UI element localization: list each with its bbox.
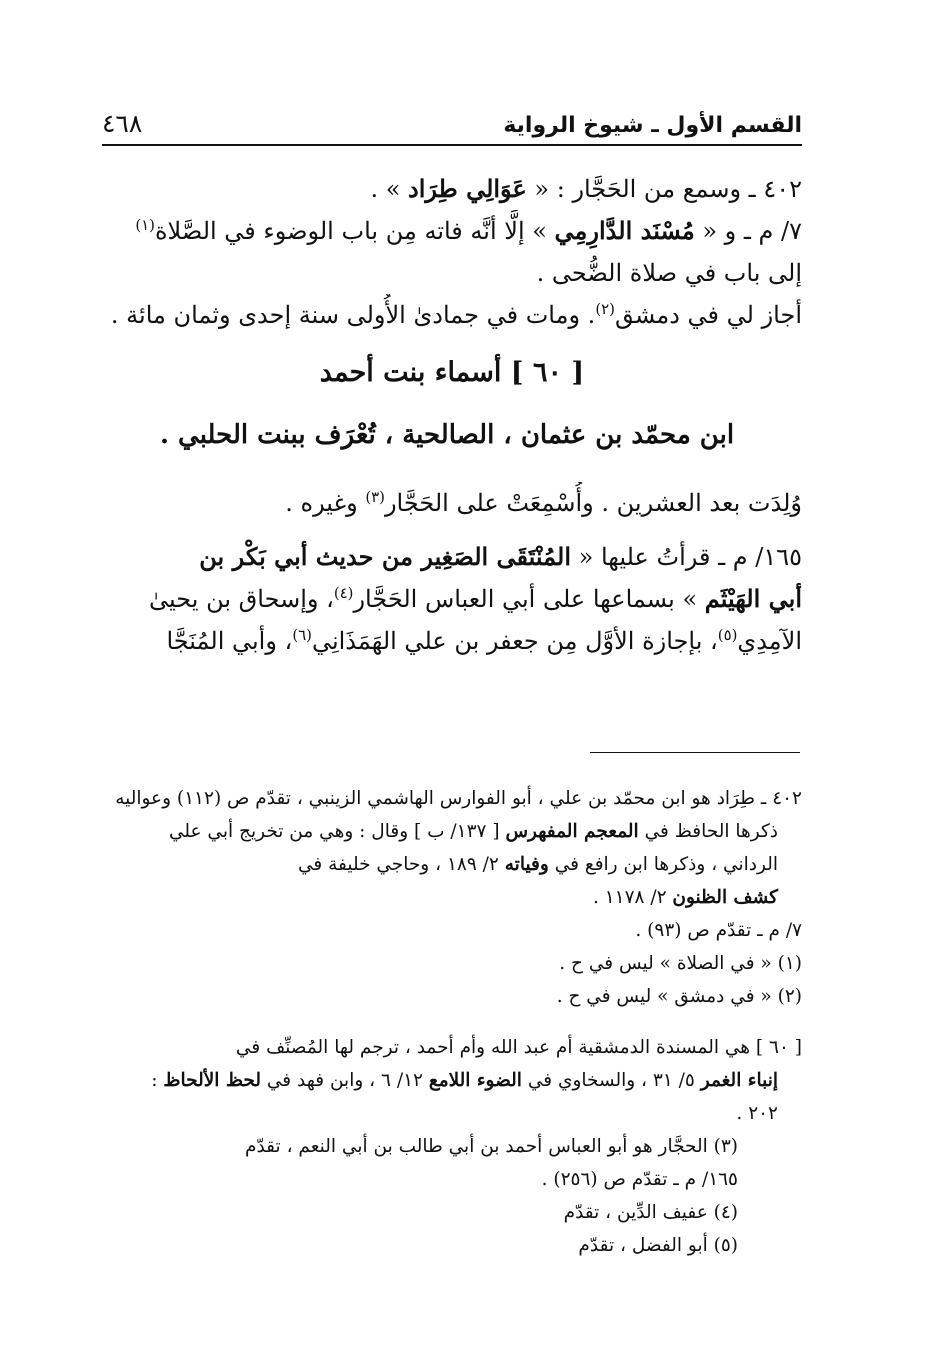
p6-prefix: ١٦٥/ م ـ قرأتُ عليها «: [571, 543, 802, 571]
p2-middle: » إلَّا أنَّه فاته مِن باب الوضوء في الصَّلاة: [154, 217, 555, 245]
n9-mid1: ٥/ ٣١ ، والسخاوي في: [521, 1070, 701, 1091]
paragraph-165m-cont2: [102, 620, 802, 662]
footnote-1: (١) « في الصلاة » ليس في ح .: [559, 953, 802, 974]
p8-prefix: الآمِدِي: [737, 627, 802, 655]
n9-bold3: لحظ الألحاظ: [163, 1070, 261, 1091]
footnote-ref-6: (٦): [292, 626, 312, 644]
paragraph-402: [102, 168, 802, 210]
paragraph-ijaza: [102, 294, 802, 336]
running-title: القسم الأول ـ شيوخ الرواية: [503, 113, 802, 138]
footnote-165m: ١٦٥/ م ـ تقدّم ص (٢٥٦) .: [541, 1169, 738, 1190]
main-text: [102, 168, 802, 662]
footnote-ref-4: (٤): [333, 584, 354, 602]
p7-prefix: » بسماعها على أبي العباس الحَجَّار: [353, 585, 705, 613]
spacer: [102, 524, 802, 536]
p8-middle: ، بإجازة الأوَّل مِن جعفر بن علي الهَمَذَانِي: [311, 627, 718, 655]
p1-suffix: » .: [370, 175, 409, 203]
p2-prefix: ٧/ م ـ و «: [694, 217, 802, 245]
footnote-7m: ٧/ م ـ تقدّم ص (٩٣) .: [635, 920, 802, 941]
p6-title: المُنْتَقَى الصَغِير من حديث أبي بَكْر بن: [199, 542, 572, 571]
n3-bold: وفياته: [504, 854, 549, 875]
footnote-402-cont1: [102, 815, 802, 848]
entry-title: [ ٦٠ ] أسماء بنت أحمد: [319, 357, 585, 388]
footnote-separator: [590, 752, 800, 753]
paragraph-birth: [102, 482, 802, 524]
paragraph-7m-cont: إلى باب في صلاة الضُّحى .: [536, 259, 802, 287]
footnote-2: (٢) « في دمشق » ليس في ح .: [556, 986, 802, 1007]
page-number: ٤٦٨: [102, 109, 143, 138]
p1-title: عَوَالِي طِرَاد: [408, 174, 527, 203]
footnote-4: (٤) عفيف الدِّين ، تقدّم: [563, 1202, 738, 1223]
n4-suffix: ٢/ ١١٧٨ .: [592, 887, 673, 908]
footnote-5: (٥) أبو الفضل ، تقدّم: [578, 1235, 738, 1256]
p8-suffix: ، وأبي المُنَجَّا: [166, 627, 293, 655]
entry-subtitle: ابن محمّد بن عثمان ، الصالحية ، تُعْرَف ببنت الحلبي .: [159, 420, 735, 450]
footnote-60-cont1: [102, 1064, 802, 1097]
footnote-ref-1: (١): [135, 216, 155, 234]
n2-bold: المعجم المفهرس: [505, 821, 639, 842]
footnote-ref-3: (٣): [365, 488, 385, 506]
footnote-402-cont3: [102, 881, 802, 914]
footnote-3: (٣) الحجَّار هو أبو العباس أحمد بن أبي طالب بن أبي النعم ، تقدّم: [245, 1136, 738, 1157]
n9-mid2: ١٢/ ٦ ، وابن فهد في: [260, 1070, 429, 1091]
paragraph-165m: [102, 536, 802, 578]
p7-title: أبي الهَيْثَم: [704, 584, 802, 613]
p5-suffix: وغيره .: [285, 489, 366, 517]
n4-bold: كشف الظنون: [672, 887, 778, 908]
p4-suffix: . ومات في جمادىٰ الأُولى سنة إحدى وثمان مائة .: [110, 301, 596, 329]
p4-prefix: أجاز لي في دمشق: [614, 301, 802, 329]
n9-end: :: [151, 1070, 164, 1091]
footnotes: [102, 782, 802, 1262]
footnote-ref-5: (٥): [717, 626, 738, 644]
footnote-60-cont2: ٢٠٢ .: [736, 1103, 778, 1124]
header-rule: [102, 144, 802, 146]
p7-suffix: ، وإسحاق بن يحيىٰ: [149, 585, 334, 613]
paragraph-165m-cont1: [102, 578, 802, 620]
footnote-402-cont2: [102, 848, 802, 881]
footnote-402: ٤٠٢ ـ طِرَاد هو ابن محمّد بن علي ، أبو الفوارس الهاشمي الزينبي ، تقدّم ص (١١٢) وعواليه: [115, 788, 802, 809]
n3-prefix: الرداني ، وذكرها ابن رافع في: [548, 854, 778, 875]
footnote-gap: [102, 1013, 802, 1031]
n9-bold1: إنباء الغمر: [700, 1070, 778, 1091]
p2-title: مُسْنَد الدَّارِمِي: [554, 216, 695, 245]
p5-prefix: وُلِدَت بعد العشرين . وأُسْمِعَتْ على الحَجَّار: [384, 489, 802, 517]
n2-suffix: [ ١٣٧/ ب ] وقال : وهي من تخريج أبي علي: [168, 821, 506, 842]
footnote-60: [ ٦٠ ] هي المسندة الدمشقية أم عبد الله وأم أحمد ، ترجم لها المُصنِّف في: [235, 1037, 802, 1058]
p1-prefix: ٤٠٢ ـ وسمع من الحَجَّار : «: [526, 175, 802, 203]
n9-bold2: الضوء اللامع: [428, 1070, 522, 1091]
footnote-ref-2: (٢): [595, 300, 615, 318]
paragraph-7m: [102, 210, 802, 252]
page-header: [102, 96, 802, 138]
n2-prefix: ذكرها الحافظ في: [638, 821, 778, 842]
n3-suffix: ٢/ ١٨٩ ، وحاجي خليفة في: [297, 854, 505, 875]
